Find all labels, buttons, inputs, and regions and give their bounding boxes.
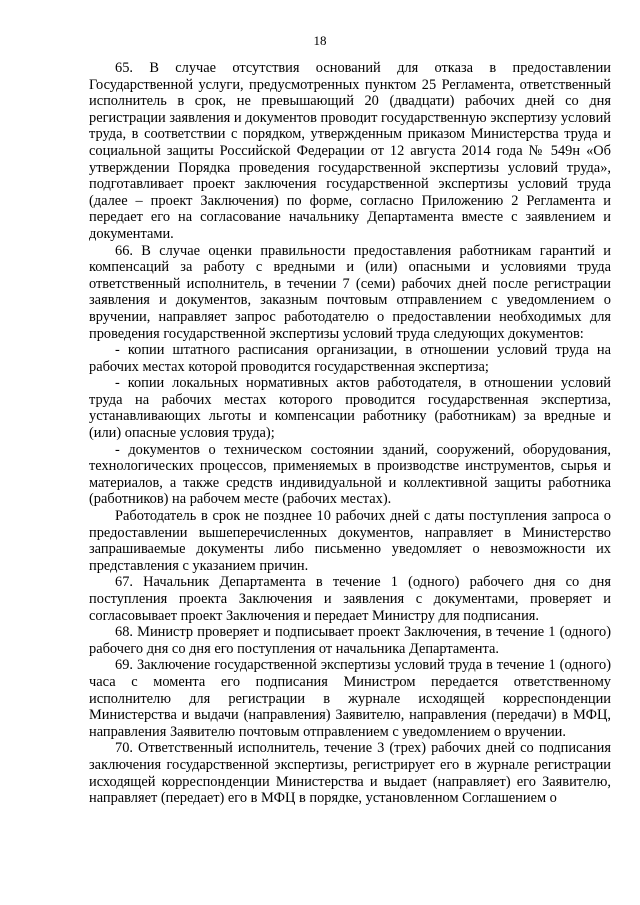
paragraph-employer-deadline: Работодатель в срок не позднее 10 рабочих дней с даты поступления запроса о предоставлении вышеперечисленных документов, направляет в Министерство запрашиваемые документы либо письменно уведомляет о невозможности их представления с указанием причин. [89,508,611,574]
list-item-technical-documents: - документов о техническом состоянии зданий, сооружений, оборудования, технологических процессов, применяемых в производстве инструментов, сырья и материалов, а также средств индивидуальной и коллективной защиты работника (работников) на рабочем месте (рабочих местах). [89,441,611,508]
paragraph-68: 68. Министр проверяет и подписывает проект Заключения, в течение 1 (одного) рабочего дня со дня его поступления от начальника Департамента. [89,624,611,657]
paragraph-69: 69. Заключение государственной экспертизы условий труда в течение 1 (одного) часа с момента его подписания Министром передается ответственному исполнителю для регистрации в журнале исходящей корреспонденции Министерства и выдачи (направления) Заявителю, направления (передачи) в МФЦ, направления Заявителю почтовым отправлением с уведомлением о вручении. [89,657,611,740]
page-number: 18 [313,33,327,48]
list-item-local-acts: - копии локальных нормативных актов работодателя, в отношении условий труда на рабочих местах которого проводится государственная экспертиза, устанавливающих льготы и компенсации работнику (работникам) за вредные и (или) опасные условия труда); [89,375,611,442]
document-body [89,60,611,807]
paragraph-66: 66. В случае оценки правильности предоставления работникам гарантий и компенсаций за работу с вредными и (или) опасными и условиями труда ответственный исполнитель, в течении 7 (семи) рабочих дней после регистрации заявления и документов, заказным почтовым отправлением с уведомлением о вручении, направляет запрос работодателю о предоставлении необходимых для проведения государственной экспертизы условий труда следующих документов: [89,242,611,342]
list-item-staff-schedule: - копии штатного расписания организации, в отношении условий труда на рабочих местах которой проводится государственная экспертиза; [89,342,611,375]
paragraph-65: 65. В случае отсутствия оснований для отказа в предоставлении Государственной услуги, предусмотренных пунктом 25 Регламента, ответственный исполнитель в срок, не превышающий 20 (двадцати) рабочих дней со дня регистрации заявления и документов проводит государственную экспертизу условий труда, в соответствии с порядком, утвержденным приказом Министерства труда и социальной защиты Российской Федерации от 12 августа 2014 года № 549н «Об утверждении Порядка проведения государственной экспертизы условий труда», подготавливает проект заключения государственной экспертизы условий труда (далее – проект Заключения) по форме, согласно Приложению 2 Регламента и передает его на согласование начальнику Департамента вместе с заявлением и документами. [89,60,611,242]
paragraph-70: 70. Ответственный исполнитель, течение 3 (трех) рабочих дней со подписания заключения государственной экспертизы, регистрирует его в журнале регистрации исходящей корреспонденции Министерства и выдает (направляет) его Заявителю, направляет (передает) его в МФЦ в порядке, установленном Соглашением о [89,740,611,807]
paragraph-67: 67. Начальник Департамента в течение 1 (одного) рабочего дня со дня поступления проекта Заключения и заявления с документами, проверяет и согласовывает проект Заключения и передает Министру для подписания. [89,574,611,624]
